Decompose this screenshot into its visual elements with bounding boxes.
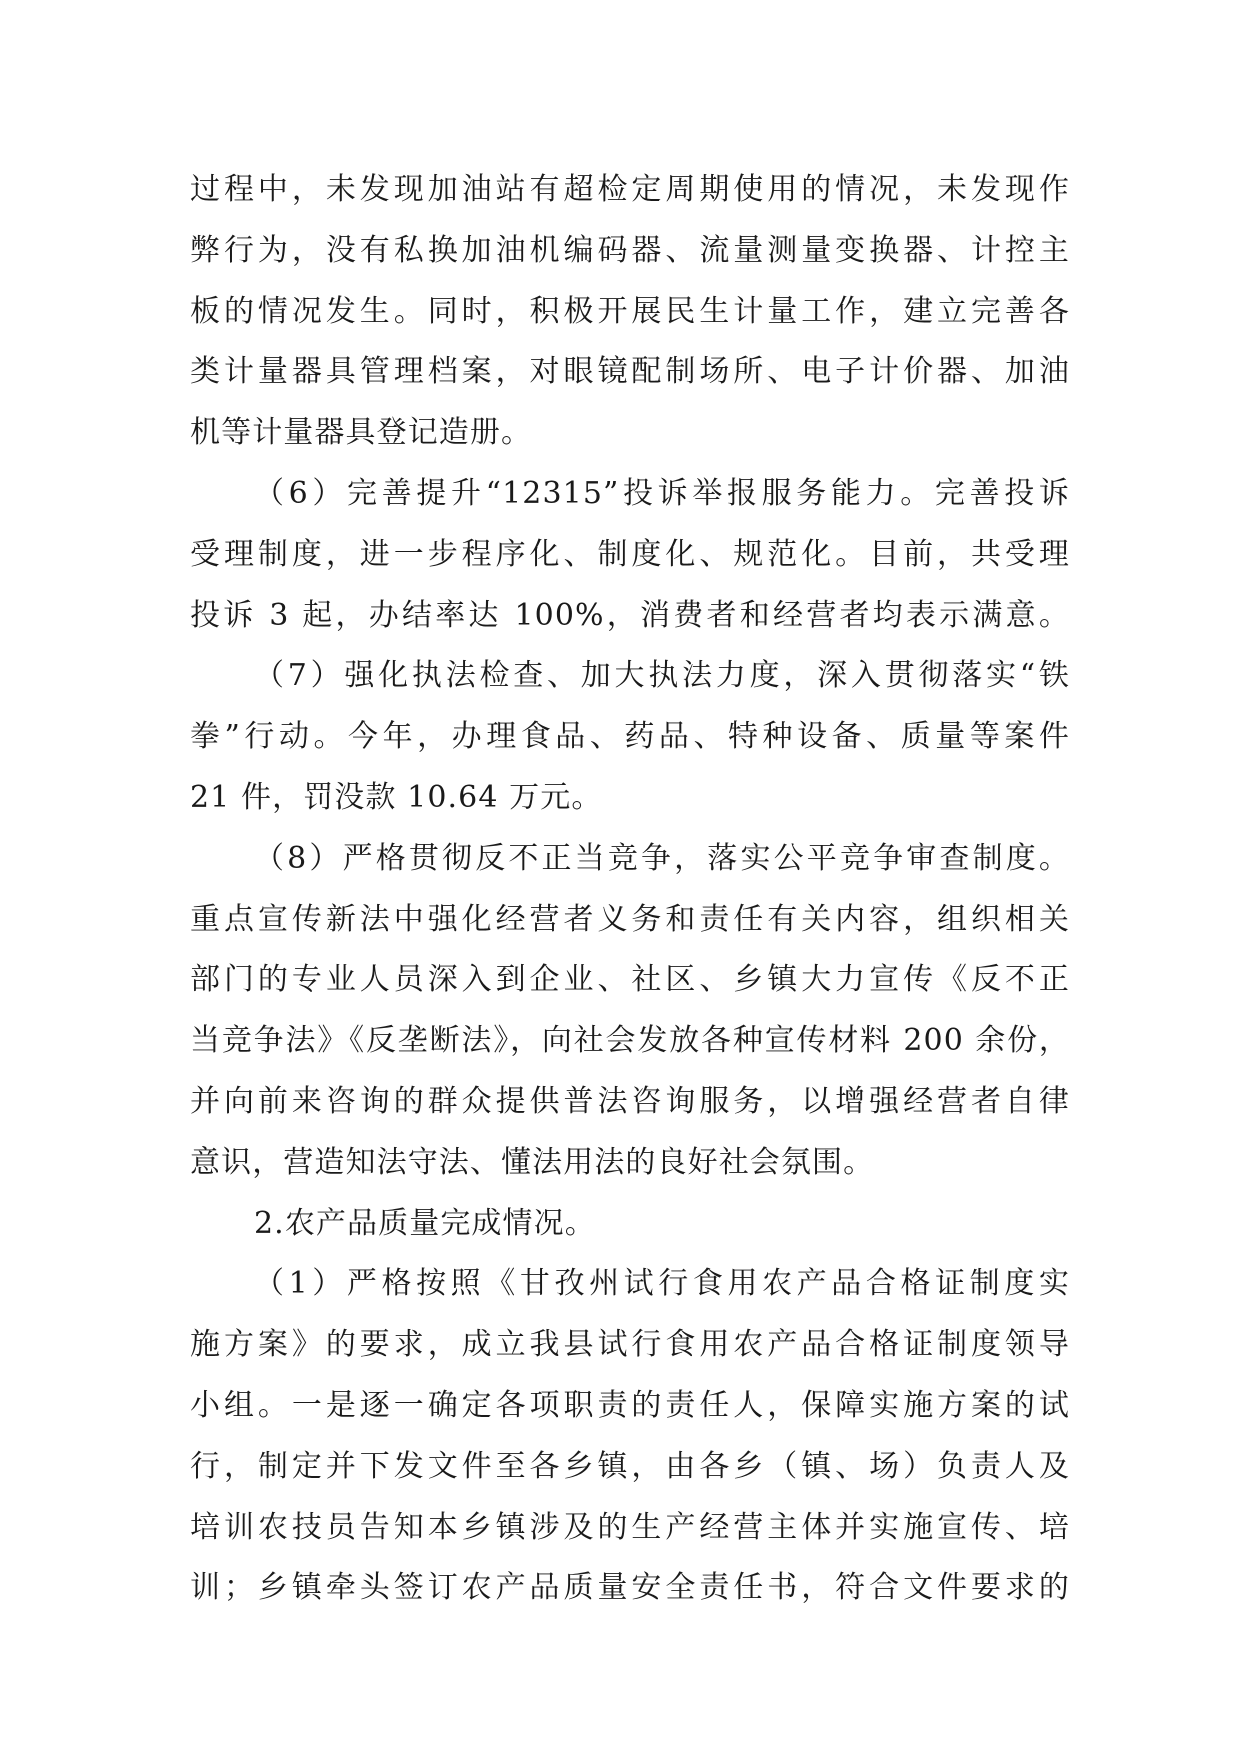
text-line: 重点宣传新法中强化经营者义务和责任有关内容，组织相关 xyxy=(190,901,1070,937)
text-line: 当竞争法》《反垄断法》，向社会发放各种宣传材料 200 余份， xyxy=(190,1023,1070,1059)
text-line: 意识，营造知法守法、懂法用法的良好社会氛围。 xyxy=(190,1144,875,1180)
text-line: 板的情况发生。同时，积极开展民生计量工作，建立完善各 xyxy=(190,293,1070,329)
text-line: 训；乡镇牵头签订农产品质量安全责任书，符合文件要求的 xyxy=(190,1570,1070,1606)
text-line: （6）完善提升“12315”投诉举报服务能力。完善投诉 xyxy=(254,475,1070,511)
text-line: 21 件，罚没款 10.64 万元。 xyxy=(190,779,603,815)
text-line: 投诉 3 起，办结率达 100%，消费者和经营者均表示满意。 xyxy=(190,597,1070,633)
text-line: 行，制定并下发文件至各乡镇，由各乡（镇、场）负责人及 xyxy=(190,1448,1070,1484)
text-line: 受理制度，进一步程序化、制度化、规范化。目前，共受理 xyxy=(190,536,1070,572)
text-line: 拳”行动。今年，办理食品、药品、特种设备、质量等案件 xyxy=(190,719,1070,755)
text-line: 类计量器具管理档案，对眼镜配制场所、电子计价器、加油 xyxy=(190,354,1070,390)
text-line: 过程中，未发现加油站有超检定周期使用的情况，未发现作 xyxy=(190,172,1070,207)
text-line: 2.农产品质量完成情况。 xyxy=(254,1205,596,1241)
text-line: （1）严格按照《甘孜州试行食用农产品合格证制度实 xyxy=(254,1266,1070,1302)
text-line: 施方案》的要求，成立我县试行食用农产品合格证制度领导 xyxy=(190,1327,1070,1363)
text-line: （7）强化执法检查、加大执法力度，深入贯彻落实“铁 xyxy=(254,658,1070,694)
body-text xyxy=(190,160,1070,1619)
text-line: 并向前来咨询的群众提供普法咨询服务，以增强经营者自律 xyxy=(190,1083,1070,1119)
text-line: 机等计量器具登记造册。 xyxy=(190,415,533,451)
text-line: 培训农技员告知本乡镇涉及的生产经营主体并实施宣传、培 xyxy=(190,1509,1070,1545)
text-line: 弊行为，没有私换加油机编码器、流量测量变换器、计控主 xyxy=(190,232,1070,268)
text-line: （8）严格贯彻反不正当竞争，落实公平竞争审查制度。 xyxy=(254,840,1070,876)
text-line: 小组。一是逐一确定各项职责的责任人，保障实施方案的试 xyxy=(190,1387,1070,1423)
text-line: 部门的专业人员深入到企业、社区、乡镇大力宣传《反不正 xyxy=(190,962,1070,998)
